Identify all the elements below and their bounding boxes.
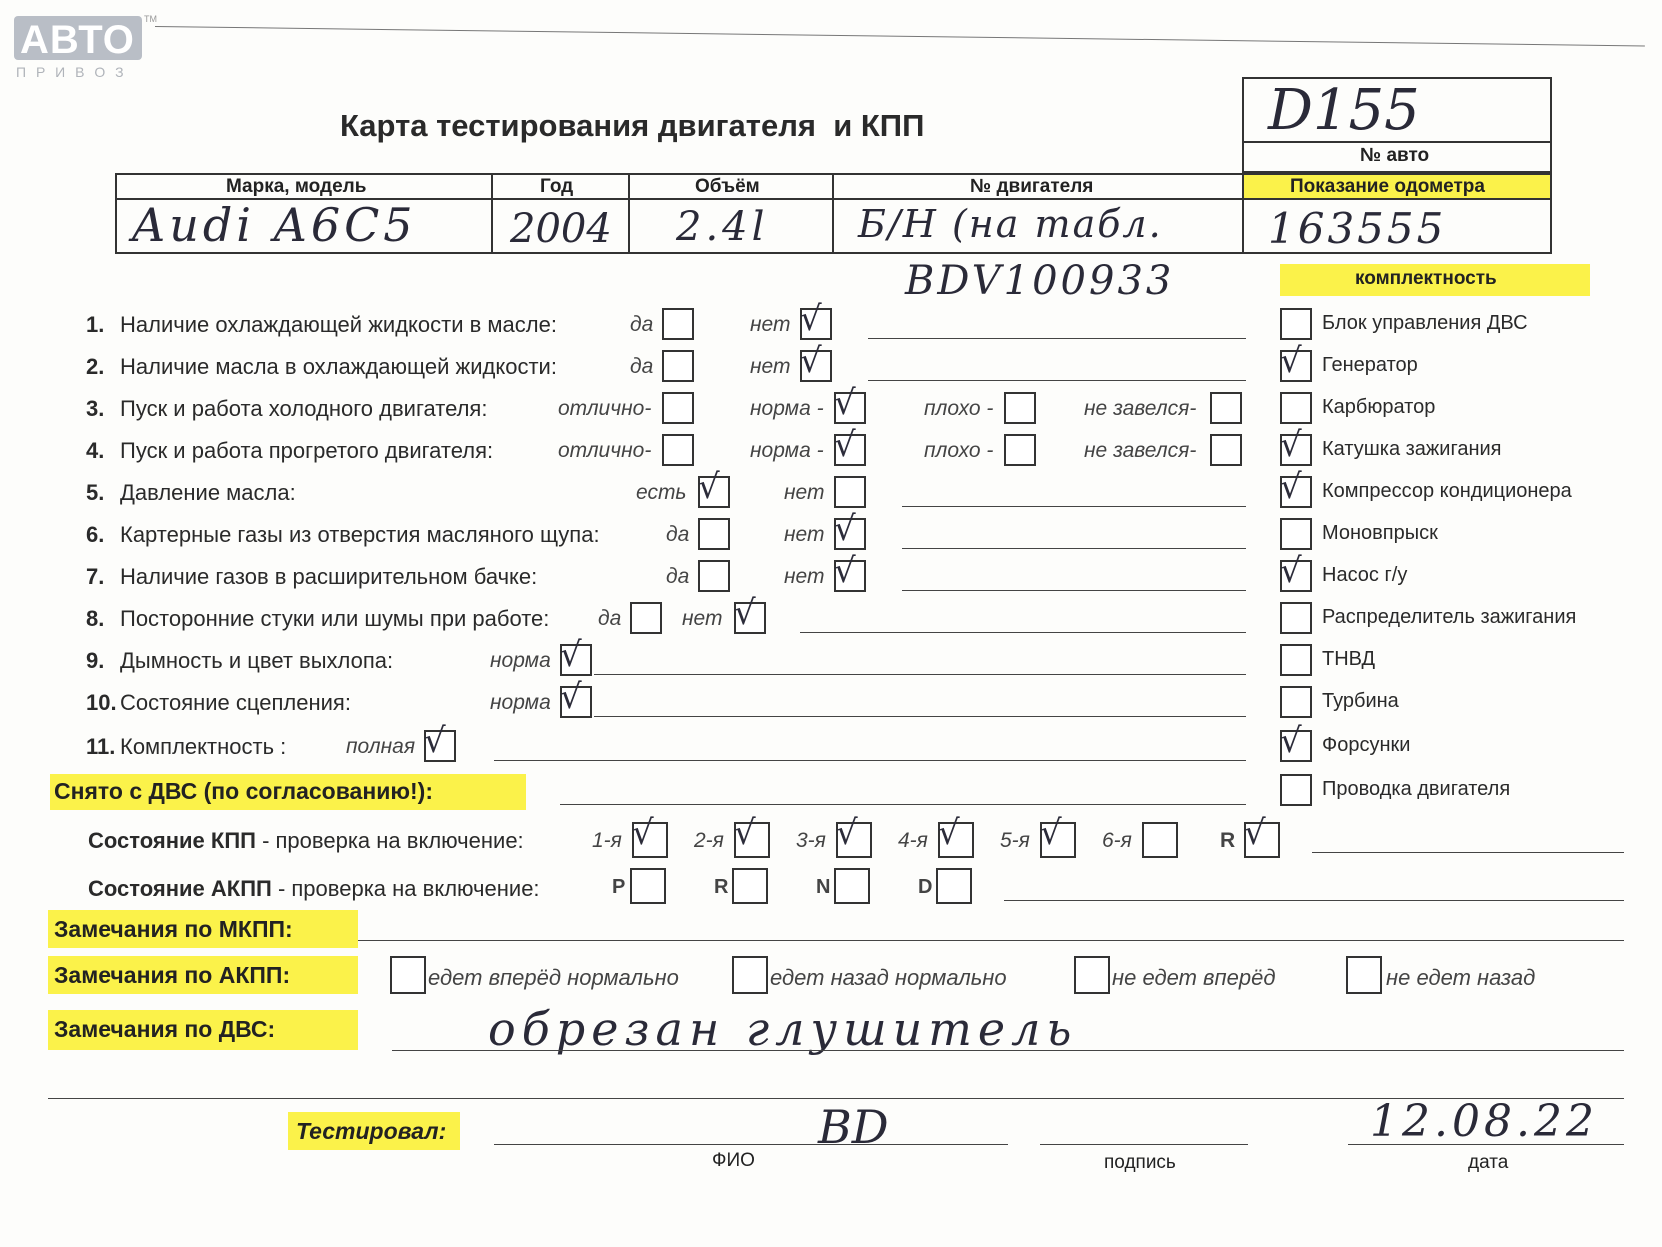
complect-item-9: ТНВД [1322,648,1376,670]
test-1-opt1: да [630,313,654,336]
complect-box-12[interactable] [1280,774,1312,806]
test-6-text: Картерные газы из отверстия масляного щупа: [120,522,600,547]
test-1-line [868,338,1246,339]
test-4-opt3: плохо - [924,439,994,462]
test-10-line [594,716,1246,717]
brand-value: Audi A6C5 [132,198,417,252]
akpp-n-label: N [816,876,831,898]
complect-item-8: Распределитель зажигания [1322,606,1577,628]
complect-box-1[interactable] [1280,308,1312,340]
test-7-opt2-box[interactable] [834,551,866,592]
volume-label: Объём [695,176,760,197]
check-mark: √ [834,425,856,465]
test-3-opt1-box[interactable] [662,392,694,424]
gear-5-label: 5-я [1000,829,1030,852]
check-mark: √ [632,813,654,853]
complect-box-9[interactable] [1280,644,1312,676]
test-11-line [494,760,1246,761]
test-10-opt1-box[interactable] [560,677,592,718]
gear-r-box[interactable] [1244,813,1280,858]
complect-box-5[interactable] [1280,467,1312,508]
brand-label: Марка, модель [226,176,367,197]
test-1-num: 1. [86,312,105,337]
signature-label: подпись [1104,1152,1176,1173]
test-8-opt2-box[interactable] [734,593,766,634]
test-6-num: 6. [86,522,105,547]
gear-2-box[interactable] [734,813,770,858]
akpp-p-label: P [612,876,626,898]
test-1-opt2-box[interactable] [800,299,832,340]
page-title: Карта тестирования двигателя и КПП [340,108,925,143]
complect-box-11[interactable] [1280,721,1312,762]
check-mark: √ [1040,813,1062,853]
test-8-opt1-box[interactable] [630,602,662,634]
odometer-value: 163555 [1268,204,1447,253]
complect-item-11: Форсунки [1322,734,1411,756]
check-mark: √ [1280,721,1302,761]
test-3-opt2-box[interactable] [834,383,866,424]
test-5-opt1: есть [636,481,687,504]
akpp-r-label: R [714,876,729,898]
test-7-opt1-box[interactable] [698,560,730,592]
kpp-line [1312,852,1624,853]
test-4-opt3-box[interactable] [1004,434,1036,466]
test-11-text: Комплектность : [120,734,287,759]
test-8-opt1: да [598,607,622,630]
gear-3-label: 3-я [796,829,826,852]
odometer-label: Показание одометра [1290,176,1485,197]
complect-item-10: Турбина [1322,690,1399,712]
date-label: дата [1468,1152,1509,1173]
name-line [494,1144,1008,1145]
akpp-opt-3-box[interactable] [1074,956,1110,994]
removed-label: Снято с ДВС (по согласованию!): [54,778,433,804]
complect-box-6[interactable] [1280,518,1312,550]
test-2-opt2: нет [750,355,791,378]
year-label: Год [540,176,574,197]
gear-4-label: 4-я [898,829,928,852]
test-2-text: Наличие масла в охлаждающей жидкости: [120,354,557,379]
gear-1-box[interactable] [632,813,668,858]
check-mark: √ [1280,551,1302,591]
akpp-d-box[interactable] [936,868,972,904]
check-mark: √ [800,341,822,381]
complect-box-8[interactable] [1280,602,1312,634]
logo-tm: TM [144,14,157,24]
complect-item-4: Катушка зажигания [1322,438,1502,460]
test-7-opt2: нет [784,565,825,588]
check-mark: √ [734,593,756,633]
kpp-label [88,828,524,854]
gear-5-box[interactable] [1040,813,1076,858]
test-2-opt1: да [630,355,654,378]
test-8-num: 8. [86,606,105,631]
test-3-opt3: плохо - [924,397,994,420]
year-value: 2004 [510,206,612,252]
test-8-line [800,632,1246,633]
test-4-num: 4. [86,438,105,463]
test-1-opt1-box[interactable] [662,308,694,340]
gear-3-box[interactable] [836,813,872,858]
test-7-text: Наличие газов в расширительном бачке: [120,564,538,589]
test-9-line [594,674,1246,675]
test-4-opt2: норма - [750,439,824,462]
complect-box-7[interactable] [1280,551,1312,592]
test-1-opt2: нет [750,313,791,336]
test-2-opt2-box[interactable] [800,341,832,382]
test-4-opt4-box[interactable] [1210,434,1242,466]
akpp-opt-2-box[interactable] [732,956,768,994]
check-mark: √ [1280,425,1302,465]
complect-item-5: Компрессор кондиционера [1322,480,1572,502]
test-5-opt2-box[interactable] [834,476,866,508]
check-mark: √ [834,551,856,591]
mkpp-label: Замечания по МКПП: [54,916,293,942]
complect-item-12: Проводка двигателя [1322,778,1511,800]
check-mark: √ [698,467,720,507]
kpp-label-rest: - проверка на включение: [255,828,524,853]
complect-box-4[interactable] [1280,425,1312,466]
gear-2-label: 2-я [694,829,724,852]
gear-1-label: 1-я [592,829,622,852]
auto-number-label: № авто [1360,145,1430,166]
test-5-num: 5. [86,480,105,505]
test-10-opt1: норма [490,691,551,714]
test-2-line [868,380,1246,381]
akpp-p-box[interactable] [630,868,666,904]
check-mark: √ [560,635,582,675]
test-4-opt2-box[interactable] [834,425,866,466]
test-8-text: Посторонние стуки или шумы при работе: [120,606,550,631]
akpp-d-label: D [918,876,933,898]
gear-r-label: R [1220,829,1236,852]
gear-4-box[interactable] [938,813,974,858]
test-9-text: Дымность и цвет выхлопа: [120,648,394,673]
signature-line [1040,1144,1248,1145]
akpp-line [1004,900,1624,901]
tested-label: Тестировал: [296,1118,447,1144]
top-line [155,26,1645,47]
test-3-opt4-box[interactable] [1210,392,1242,424]
test-6-opt2: нет [784,523,825,546]
header-col-sep-2 [628,173,630,254]
check-mark: √ [424,721,446,761]
complect-item-2: Генератор [1322,354,1418,376]
akpp-label-bold: Состояние АКПП [88,876,272,901]
test-5-opt2: нет [784,481,825,504]
check-mark: √ [836,813,858,853]
auto-number-value: D155 [1268,78,1420,143]
volume-value: 2.4l [676,204,769,250]
test-4-text: Пуск и работа прогретого двигателя: [120,438,494,463]
gear-6-label: 6-я [1102,829,1132,852]
test-6-line [902,548,1246,549]
date-value: 12.08.22 [1370,1096,1598,1147]
test-9-opt1: норма [490,649,551,672]
akpp-opt-2: едет назад нормально [770,965,1007,990]
akpp-label-rest: - проверка на включение: [271,876,540,901]
test-4-opt1: отлично- [558,439,652,462]
check-mark: √ [560,677,582,717]
test-5-line [902,506,1246,507]
test-3-opt2: норма - [750,397,824,420]
test-3-opt3-box[interactable] [1004,392,1036,424]
akpp-opt-3: не едет вперёд [1112,965,1276,990]
complect-title: комплектность [1355,268,1497,289]
logo-brand: АВТО [20,18,135,62]
check-mark: √ [834,509,856,549]
test-9-opt1-box[interactable] [560,635,592,676]
test-7-line [902,590,1246,591]
dvs-label: Замечания по ДВС: [54,1016,276,1042]
logo [14,16,142,60]
check-mark: √ [1280,341,1302,381]
test-5-opt1-box[interactable] [698,467,730,508]
dvs-value: обрезан глушитель [488,1002,1078,1056]
complect-item-6: Моновпрыск [1322,522,1438,544]
test-2-opt1-box[interactable] [662,350,694,382]
test-3-text: Пуск и работа холодного двигателя: [120,396,488,421]
test-6-opt1: да [666,523,690,546]
complect-item-1: Блок управления ДВС [1322,312,1528,334]
test-7-opt1: да [666,565,690,588]
test-4-opt4: не завелся- [1084,439,1197,462]
akpp-remarks-label: Замечания по АКПП: [54,962,291,988]
akpp-opt-4: не едет назад [1386,965,1536,990]
test-9-num: 9. [86,648,105,673]
test-11-opt1: полная [346,735,416,758]
complect-item-3: Карбюратор [1322,396,1436,418]
gear-6-box[interactable] [1142,822,1178,858]
test-5-text: Давление масла: [120,480,296,505]
test-8-opt2: нет [682,607,723,630]
akpp-opt-4-box[interactable] [1346,956,1382,994]
date-line [1348,1144,1624,1145]
test-6-opt1-box[interactable] [698,518,730,550]
tester-name: BD [818,1100,889,1154]
check-mark: √ [800,299,822,339]
check-mark: √ [938,813,960,853]
engine-value: Б/Н (на табл. [858,202,1163,246]
check-mark: √ [834,383,856,423]
kpp-label-bold: Состояние КПП [88,828,256,853]
akpp-opt-1: едет вперёд нормально [428,965,679,990]
akpp-label [88,876,540,902]
name-label: ФИО [712,1150,755,1171]
test-3-opt4: не завелся- [1084,397,1197,420]
test-3-num: 3. [86,396,105,421]
test-2-num: 2. [86,354,105,379]
test-3-opt1: отлично- [558,397,652,420]
test-1-text: Наличие охлаждающей жидкости в масле: [120,312,557,337]
removed-line [560,804,1246,805]
complect-box-2[interactable] [1280,341,1312,382]
test-7-num: 7. [86,564,105,589]
check-mark: √ [1244,813,1266,853]
header-col-sep-3 [832,173,834,254]
akpp-r-box[interactable] [732,868,768,904]
logo-sub: П Р И В О З [16,64,127,80]
test-4-opt1-box[interactable] [662,434,694,466]
complect-box-3[interactable] [1280,392,1312,424]
test-10-text: Состояние сцепления: [120,690,351,715]
header-col-sep-1 [491,173,493,254]
complect-box-10[interactable] [1280,686,1312,718]
engine-value-2: BDV100933 [905,258,1175,304]
engine-label: № двигателя [970,176,1094,197]
test-10-num: 10. [86,690,117,715]
check-mark: √ [1280,467,1302,507]
complect-item-7: Насос г/у [1322,564,1408,586]
akpp-opt-1-box[interactable] [390,956,426,994]
test-6-opt2-box[interactable] [834,509,866,550]
mkpp-line [358,940,1624,941]
dvs-line [392,1050,1624,1051]
test-11-num: 11. [86,734,116,759]
test-11-opt1-box[interactable] [424,721,456,762]
akpp-n-box[interactable] [834,868,870,904]
check-mark: √ [734,813,756,853]
